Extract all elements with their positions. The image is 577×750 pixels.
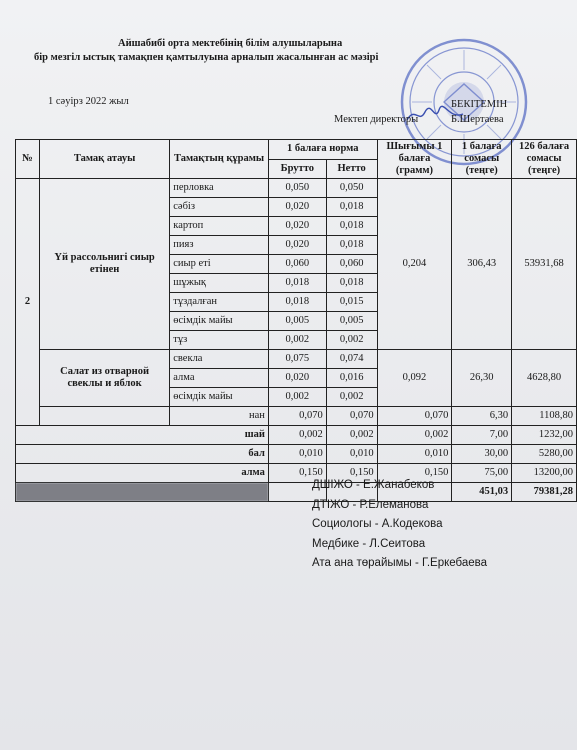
ingredient-name: сәбіз — [170, 198, 269, 217]
table-row — [16, 426, 577, 445]
redacted-label — [16, 483, 269, 502]
header-norm: 1 балаға норма — [268, 140, 377, 160]
brutto-value: 0,002 — [268, 331, 326, 350]
ingredient-name: тұз — [170, 331, 269, 350]
ingredient-name: тұздалған — [170, 293, 269, 312]
signature-line: Социологы - А.Кодекова — [312, 518, 443, 530]
header-brutto: Брутто — [268, 159, 326, 179]
output-value: 0,010 — [377, 445, 452, 464]
table-row — [16, 445, 577, 464]
header-cost-1: 1 балаға сомасы (теңге) — [452, 140, 512, 179]
netto-value: 0,002 — [326, 426, 377, 445]
header-cost-126: 126 балаға сомасы (теңге) — [512, 140, 577, 179]
netto-value: 0,070 — [326, 407, 377, 426]
header-netto: Нетто — [326, 159, 377, 179]
netto-value: 0,074 — [326, 350, 377, 369]
row-number: 2 — [16, 179, 40, 426]
ingredient-name: пияз — [170, 236, 269, 255]
title-line-2: бір мезгіл ыстық тамақпен қамтылуына арналып жасалынған ас мәзірі — [34, 52, 379, 63]
netto-value: 0,002 — [326, 331, 377, 350]
netto-value: 0,015 — [326, 293, 377, 312]
netto-value: 0,150 — [326, 464, 377, 483]
netto-value: 0,050 — [326, 179, 377, 198]
netto-value: 0,018 — [326, 217, 377, 236]
ingredient-name: картоп — [170, 217, 269, 236]
table-row — [16, 407, 577, 426]
brutto-value: 0,018 — [268, 293, 326, 312]
brutto-value: 0,002 — [268, 388, 326, 407]
ingredient-name: алма — [170, 369, 269, 388]
brutto-value: 0,020 — [268, 198, 326, 217]
brutto-value: 0,060 — [268, 255, 326, 274]
brutto-value: 0,018 — [268, 274, 326, 293]
netto-value: 0,002 — [326, 388, 377, 407]
dish-name: Үй рассольнигі сиыр етінен — [39, 179, 169, 350]
cost-126-value: 1232,00 — [512, 426, 577, 445]
header-dish: Тамақ атауы — [39, 140, 169, 179]
cost-1-value: 306,43 — [452, 179, 512, 350]
document-date: 1 сәуірз 2022 жыл — [48, 96, 129, 107]
menu-table — [15, 139, 577, 502]
brutto-value: 0,070 — [268, 407, 326, 426]
ingredient-name: перловка — [170, 179, 269, 198]
cost-1-value: 6,30 — [452, 407, 512, 426]
brutto-value: 0,002 — [268, 426, 326, 445]
header-output: Шығымы 1 балаға (грамм) — [377, 140, 452, 179]
brutto-value: 0,020 — [268, 217, 326, 236]
item-label: алма — [16, 464, 269, 483]
ingredient-name: сиыр еті — [170, 255, 269, 274]
item-label: бал — [16, 445, 269, 464]
output-value: 0,150 — [377, 464, 452, 483]
output-value: 0,092 — [377, 350, 452, 407]
netto-value: 0,018 — [326, 198, 377, 217]
dish-name: Салат из отварной свеклы и яблок — [39, 350, 169, 407]
cost-126-value: 1108,80 — [512, 407, 577, 426]
signature-line: Медбике - Л.Сеитова — [312, 537, 426, 550]
ingredient-name: шұжық — [170, 274, 269, 293]
brutto-value: 0,010 — [268, 445, 326, 464]
item-label: нан — [170, 407, 269, 426]
total-row — [16, 483, 577, 502]
netto-value: 0,005 — [326, 312, 377, 331]
brutto-value: 0,020 — [268, 369, 326, 388]
ingredient-name: өсімдік майы — [170, 388, 269, 407]
table-row — [16, 464, 577, 483]
cost-126-value: 13200,00 — [512, 464, 577, 483]
signature-list — [312, 476, 487, 574]
cost-126-value: 53931,68 — [512, 179, 577, 350]
signature-line: Ата ана төрайымы - Г.Еркебаева — [312, 557, 488, 569]
cost-1-value: 30,00 — [452, 445, 512, 464]
ingredient-name: өсімдік майы — [170, 312, 269, 331]
netto-value: 0,060 — [326, 255, 377, 274]
empty-cell — [39, 407, 169, 426]
output-value: 0,002 — [377, 426, 452, 445]
director-name: Б.Шертаева — [451, 114, 504, 125]
approve-label: БЕКІТЕМІН — [451, 99, 508, 110]
signature-line: ДТІЖО - Р.Елеманова — [312, 498, 429, 511]
total-cost-126: 79381,28 — [512, 483, 577, 502]
header-composition: Тамақтың құрамы — [170, 140, 269, 179]
total-cost-1: 451,03 — [452, 483, 512, 502]
ingredient-name: свекла — [170, 350, 269, 369]
brutto-value: 0,050 — [268, 179, 326, 198]
brutto-value: 0,150 — [268, 464, 326, 483]
title-line-1: Айшабибі орта мектебінің білім алушыларына — [118, 38, 343, 49]
brutto-value: 0,075 — [268, 350, 326, 369]
cost-1-value: 26,30 — [452, 350, 512, 407]
director-label: Мектеп директоры — [334, 114, 419, 125]
cost-126-value: 4628,80 — [512, 350, 577, 407]
cost-1-value: 7,00 — [452, 426, 512, 445]
output-value: 0,070 — [377, 407, 452, 426]
table-row — [16, 350, 577, 369]
netto-value: 0,010 — [326, 445, 377, 464]
signature-line: ДШІЖО - Е.Жанабеков — [312, 479, 435, 491]
header-num: № — [16, 140, 40, 179]
cost-126-value: 5280,00 — [512, 445, 577, 464]
netto-value: 0,018 — [326, 236, 377, 255]
netto-value: 0,016 — [326, 369, 377, 388]
brutto-value: 0,020 — [268, 236, 326, 255]
output-value: 0,204 — [377, 179, 452, 350]
table-row — [16, 179, 577, 198]
netto-value: 0,018 — [326, 274, 377, 293]
cost-1-value: 75,00 — [452, 464, 512, 483]
brutto-value: 0,005 — [268, 312, 326, 331]
item-label: шай — [16, 426, 269, 445]
